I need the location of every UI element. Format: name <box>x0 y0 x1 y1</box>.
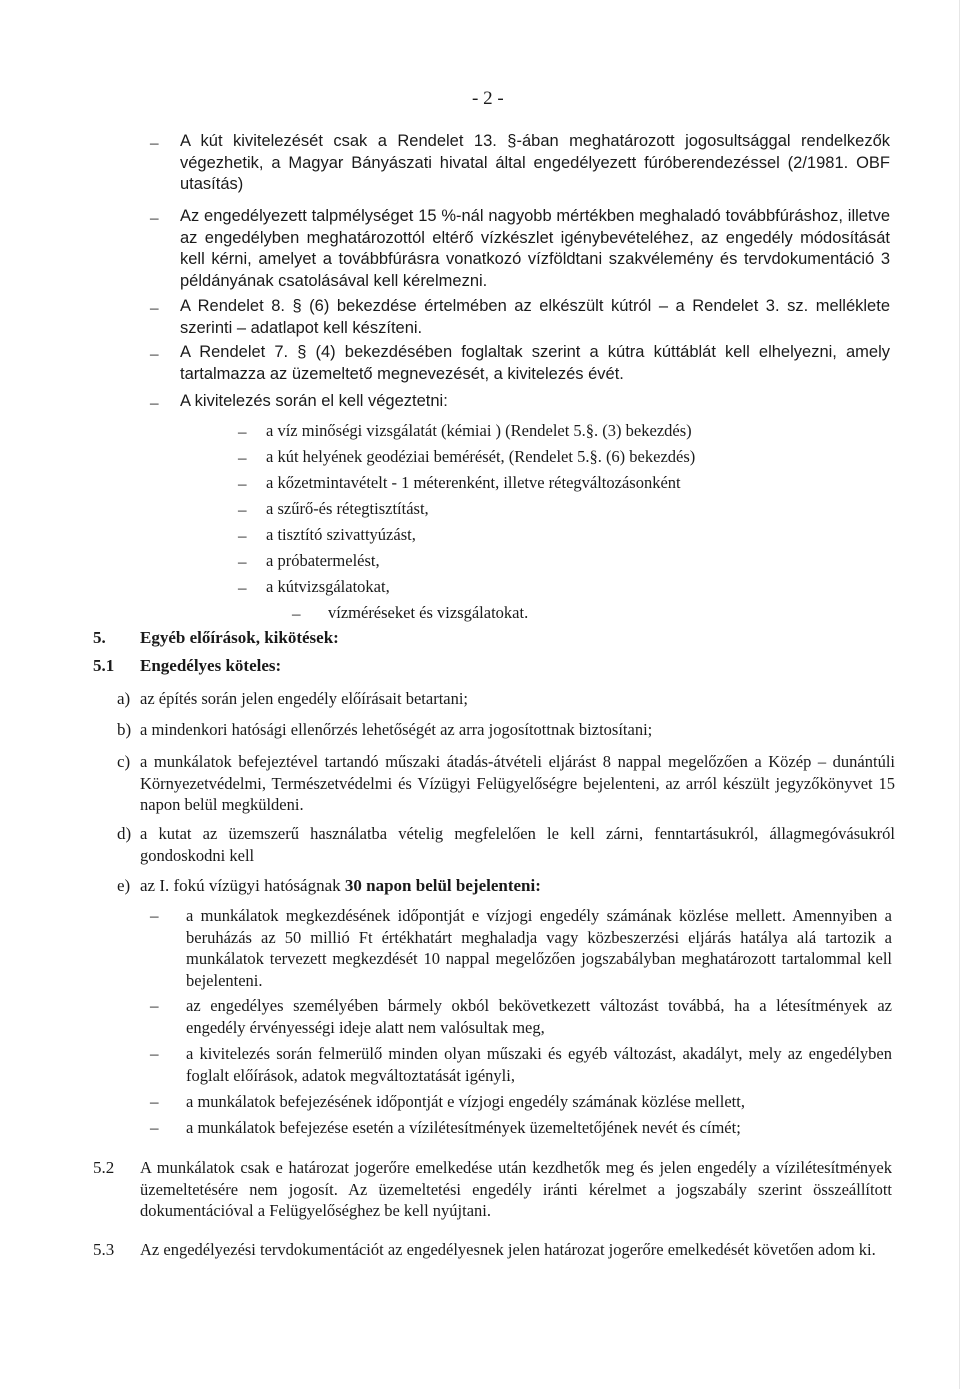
sub-bullet-dash: – <box>238 578 247 597</box>
bullet-item-1: A kút kivitelezését csak a Rendelet 13. §-ában meghatározott jogosultsággal rendelkezők végezhetik, a Magyar Bányászati hivatal által engedélyezett fúróberendezéssel (2/1981. OBF utasítás) <box>180 132 890 193</box>
e-bullet-dash: – <box>150 906 159 925</box>
item-label-e: e) <box>117 876 131 895</box>
bullet-dash: – <box>150 298 159 317</box>
item-label-b: b) <box>117 720 132 739</box>
page-number: - 2 - <box>472 88 504 109</box>
bullet-item-4: A Rendelet 7. § (4) bekezdésében foglaltak szerint a kútra kúttáblát kell elhelyezni, amely tartalmazza az üzemeltető megnevezését, a kivitelezés évét. <box>180 343 890 383</box>
item-label-c: c) <box>117 752 131 771</box>
item-e-text <box>140 875 895 897</box>
sub-bullet-8: vízméréseket és vizsgálatokat. <box>328 603 529 622</box>
sub-bullet-5: a tisztító szivattyúzást, <box>266 525 416 544</box>
item-a-text: az építés során jelen engedély előírásait betartani; <box>140 689 469 708</box>
sub-bullet-1: a víz minőségi vizsgálatát (kémiai ) (Rendelet 5.§. (3) bekezdés) <box>266 421 692 440</box>
e-bullet-dash: – <box>150 1092 159 1111</box>
section-5-number: 5. <box>93 628 106 647</box>
e-bullet-3: a kivitelezés során felmerülő minden olyan műszaki és egyéb változást, akadályt, mely az engedélyben foglalt előírások, adatok megváltoztatását igényli, <box>186 1044 892 1085</box>
bullet-item-5: A kivitelezés során el kell végeztetni: <box>180 392 448 410</box>
item-c-text: a munkálatok befejeztével tartandó műszaki átadás-átvételi eljárást 8 nappal megelőzően a Közép – dunántúli Környezetvédelmi, Természetvédelmi és Vízügyi Felügyelőségre bejelenteni, az arról készült jegyzőkönyvet 15 napon belül megküldeni. <box>140 752 895 814</box>
e-bullet-dash: – <box>150 996 159 1015</box>
item-label-a: a) <box>117 689 131 708</box>
bullet-dash: – <box>150 133 159 152</box>
item-d-text: a kutat az üzemszerű használatba vételig megfelelően le kell zárni, fenntartásukról, állagmegóvásukról gondoskodni kell <box>140 824 895 865</box>
bullet-item-2: Az engedélyezett talpmélységet 15 %-nál nagyobb mértékben meghaladó továbbfúráshoz, illetve az engedélyben meghatározottól eltérő vízkészlet igénybevételéhez, az engedély módosítását kell kérni, amelyet a továbbfúrásra vonatkozó vízföldtani szakvélemény és tervdokumentáció 3 példányának csatolásával kell kérelmezni. <box>180 207 890 290</box>
bullet-dash: – <box>150 393 159 412</box>
sub-bullet-6: a próbatermelést, <box>266 551 380 570</box>
section-5-1-number: 5.1 <box>93 656 115 675</box>
e-bullet-4: a munkálatok befejezésének időpontját e vízjogi engedély számának közlése mellett, <box>186 1092 745 1111</box>
bullet-dash: – <box>150 344 159 363</box>
e-bullet-1: a munkálatok megkezdésének időpontját e vízjogi engedély számának közlése mellett. Amennyiben a beruházás az 50 millió Ft értékhatárt meghaladja vagy közbeszerzési eljárás hatálya alá tartozik a munkálatok tervezett megkezdését 10 nappal megelőzően jogszabályban meghatározott tartalommal kell bejelenteni. <box>186 906 892 990</box>
sub-bullet-dash: – <box>238 500 247 519</box>
e-bullet-dash: – <box>150 1118 159 1137</box>
sub-bullet-4: a szűrő-és rétegtisztítást, <box>266 499 429 518</box>
section-5-3-text: Az engedélyezési tervdokumentációt az engedélyesnek jelen határozat jogerőre emelkedését követően adom ki. <box>140 1240 876 1259</box>
sub-bullet-dash: – <box>238 526 247 545</box>
section-5-1-title: Engedélyes köteles: <box>140 656 282 675</box>
bullet-dash: – <box>150 208 159 227</box>
e-bullet-2: az engedélyes személyében bármely okból bekövetkezett változást továbbá, ha a létesítmények az engedély érvényességi ideje alatt nem valósultak meg, <box>186 996 892 1037</box>
section-5-2-text: A munkálatok csak e határozat jogerőre emelkedése után kezdhetők meg és jelen engedély a vízilétesítmények üzemeltetésére nem jogosít. Az üzemeltetési engedély iránti kérelmet a jogszabály szerint összeállított dokumentációval a Felügyelőséghez be kell nyújtani. <box>140 1158 892 1220</box>
e-bullet-5: a munkálatok befejezése esetén a vízilétesítmények üzemeltetőjének nevét és címét; <box>186 1118 741 1137</box>
sub-bullet-3: a kőzetmintavételt - 1 méterenként, illetve rétegváltozásonként <box>266 473 681 492</box>
item-label-d: d) <box>117 824 132 843</box>
sub-bullet-dash: – <box>238 474 247 493</box>
sub-bullet-2: a kút helyének geodéziai bemérését, (Rendelet 5.§. (6) bekezdés) <box>266 447 696 466</box>
section-5-3-number: 5.3 <box>93 1240 115 1259</box>
sub-bullet-dash: – <box>238 448 247 467</box>
sub-bullet-dash: – <box>238 552 247 571</box>
section-5-2-number: 5.2 <box>93 1158 115 1177</box>
item-b-text: a mindenkori hatósági ellenőrzés lehetőségét az arra jogosítottnak biztosítani; <box>140 720 653 739</box>
section-5-title: Egyéb előírások, kikötések: <box>140 628 339 647</box>
sub-bullet-7: a kútvizsgálatokat, <box>266 577 390 596</box>
e-bullet-dash: – <box>150 1044 159 1063</box>
item-e-text-regular: az I. fokú vízügyi hatóságnak <box>140 876 345 895</box>
item-e-text-bold: 30 napon belül bejelenteni: <box>344 876 541 895</box>
sub-bullet-dash: – <box>292 604 301 623</box>
sub-bullet-dash: – <box>238 422 247 441</box>
bullet-item-3: A Rendelet 8. § (6) bekezdése értelmében az elkészült kútról – a Rendelet 3. sz. melléklete szerinti – adatlapot kell készíteni. <box>180 297 890 337</box>
